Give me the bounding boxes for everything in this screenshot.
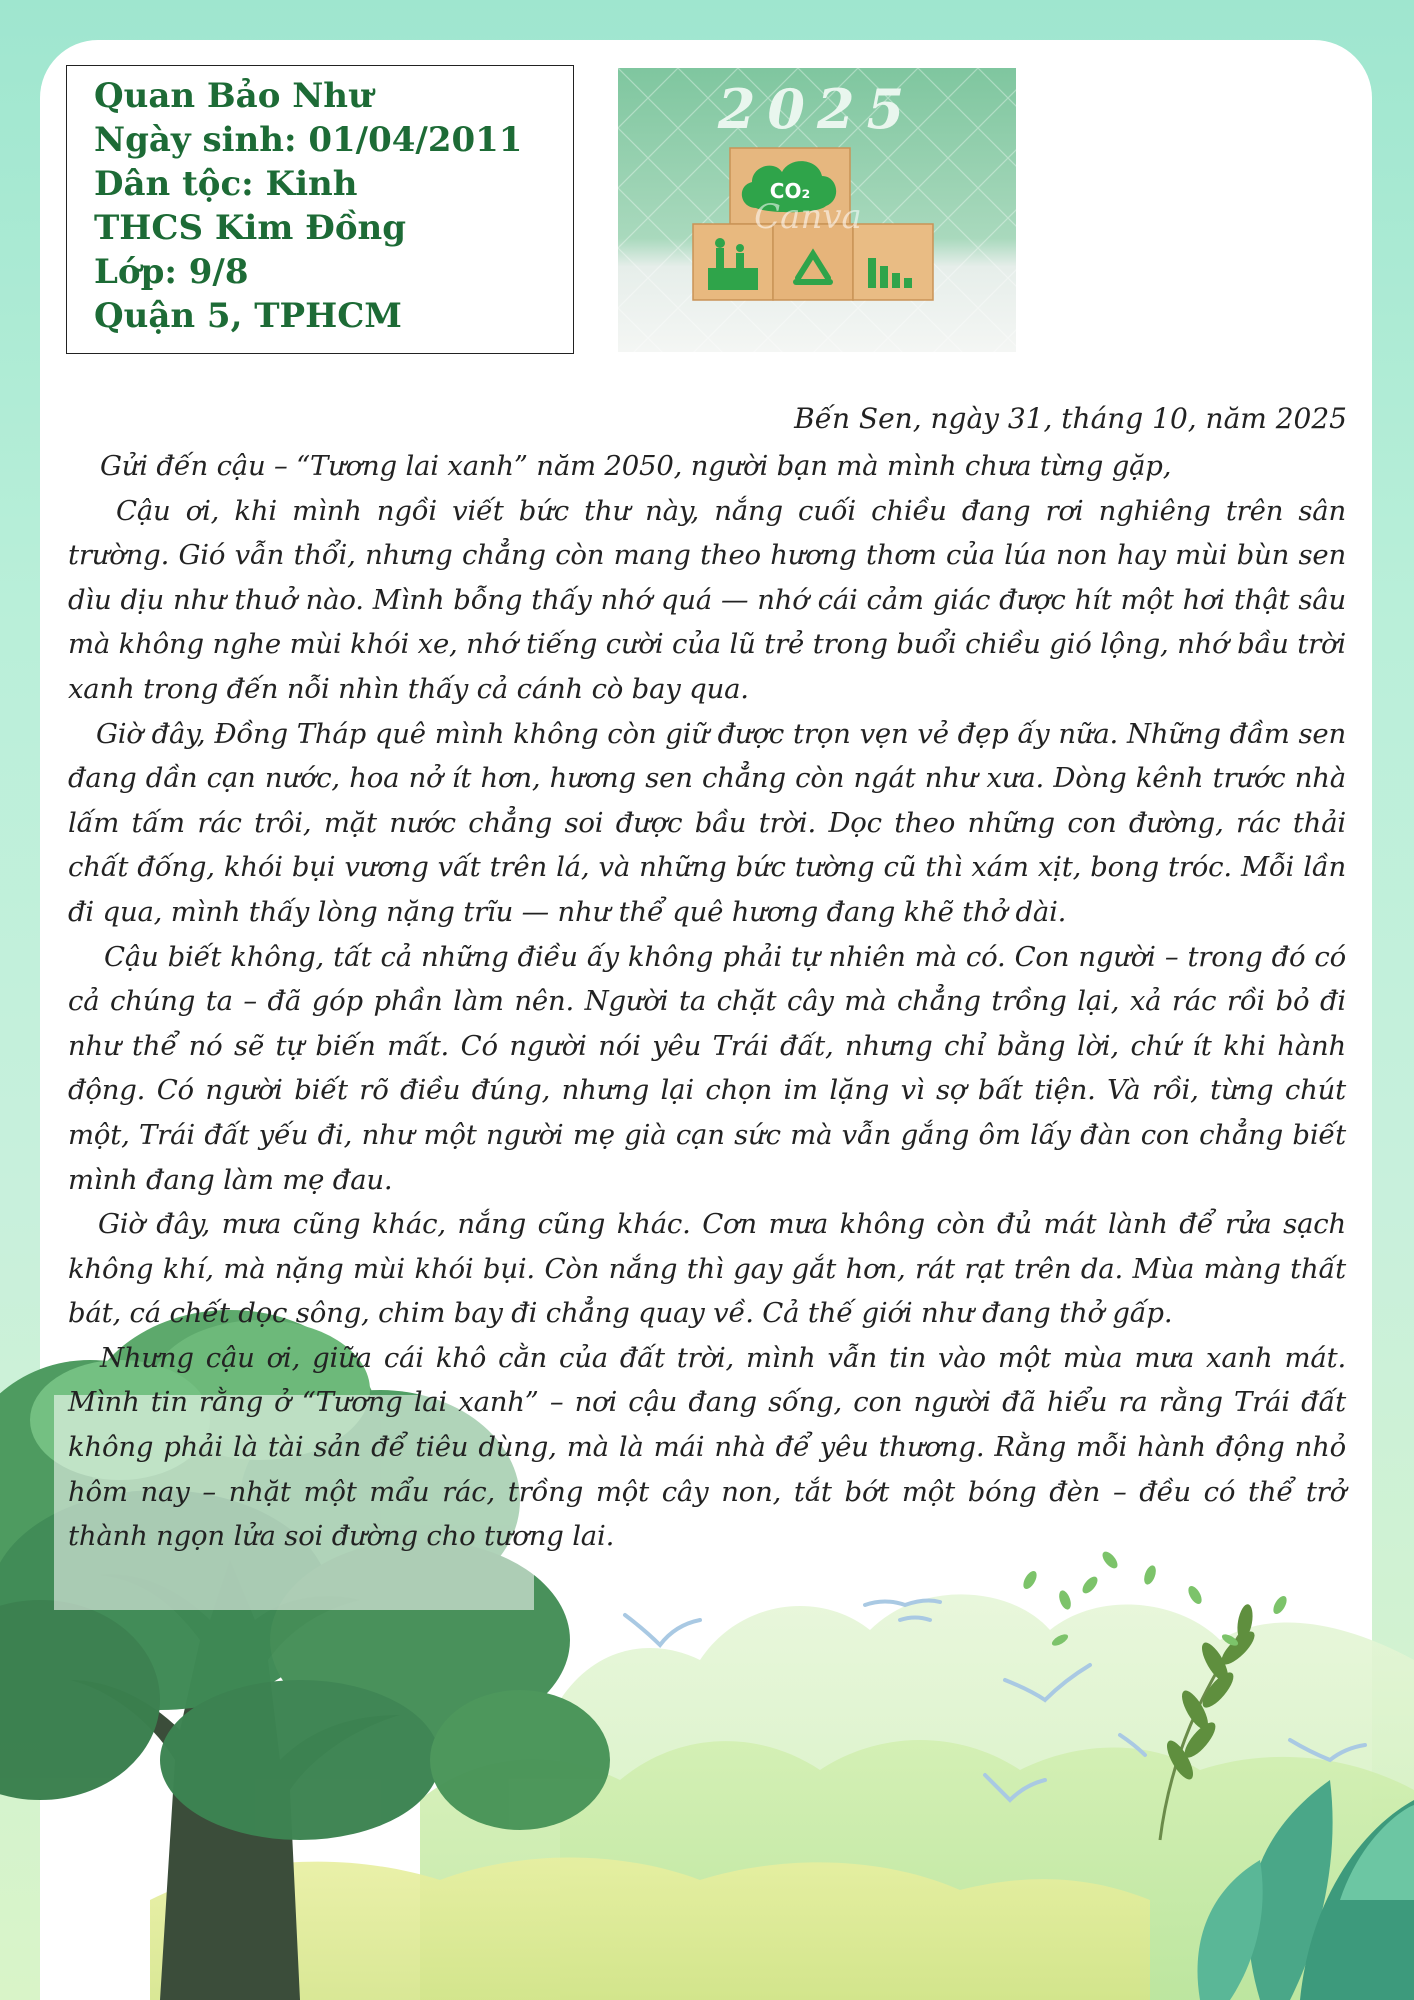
letter-date: Bến Sen, ngày 31, tháng 10, năm 2025 [794,402,1347,435]
student-school: THCS Kim Đồng [94,208,407,248]
hero-year: 2025 [717,77,917,141]
letter-body [68,444,1346,1559]
student-birth: Ngày sinh: 01/04/2011 [94,120,523,160]
canva-watermark: Canva [754,197,862,237]
letter-salutation: Gửi đến cậu – “Tương lai xanh” năm 2050, người bạn mà mình chưa từng gặp, [100,450,1172,482]
letter-paragraph: Cậu biết không, tất cả những điều ấy không phải tự nhiên mà có. Con người – trong đó có cả chúng ta – đã góp phần làm nên. Người ta chặt cây mà chẳng trồng lại, xả rác rồi bỏ đi như thể nó sẽ tự biến mất. Có người nói yêu Trái đất, nhưng chỉ bằng lời, chứ ít khi hành động. Có người biết rõ điều đúng, nhưng lại chọn im lặng vì sợ bất tiện. Và rồi, từng chút một, Trái đất yếu đi, như một người mẹ già cạn sức mà vẫn gắng ôm lấy đàn con chẳng biết mình đang làm mẹ đau. [68,940,1346,1196]
letter-paragraph: Giờ đây, mưa cũng khác, nắng cũng khác. Cơn mưa không còn đủ mát lành để rửa sạch không khí, mà nặng mùi khói bụi. Còn nắng thì gay gắt hơn, rát rạt trên da. Mùa màng thất bát, cá chết dọc sông, chim bay đi chẳng quay về. Cả thế giới như đang thở gấp. [68,1208,1346,1330]
hero-image [618,68,1016,352]
student-info-box [66,65,574,354]
letter-paragraph: Giờ đây, Đồng Tháp quê mình không còn giữ được trọn vẹn vẻ đẹp ấy nữa. Những đầm sen đang dần cạn nước, hoa nở ít hơn, hương sen chẳng còn ngát như xưa. Dòng kênh trước nhà lấm tấm rác trôi, mặt nước chẳng soi được bầu trời. Dọc theo những con đường, rác thải chất đống, khói bụi vương vất trên lá, và những bức tường cũ thì xám xịt, bong tróc. Mỗi lần đi qua, mình thấy lòng nặng trĩu — như thể quê hương đang khẽ thở dài. [68,717,1346,928]
letter-paragraph: Cậu ơi, khi mình ngồi viết bức thư này, nắng cuối chiều đang rơi nghiêng trên sân trường. Gió vẫn thổi, nhưng chẳng còn mang theo hương thơm của lúa non hay mùi bùn sen dìu dịu như thuở nào. Mình bỗng thấy nhớ quá — nhớ cái cảm giác được hít một hơi thật sâu mà không nghe mùi khói xe, nhớ tiếng cười của lũ trẻ trong buổi chiều gió lộng, nhớ bầu trời xanh trong đến nỗi nhìn thấy cả cánh cò bay qua. [68,494,1346,705]
student-name: Quan Bảo Như [94,76,373,116]
student-ethnic: Dân tộc: Kinh [94,164,358,204]
letter-paragraph: Nhưng cậu ơi, giữa cái khô cằn của đất trời, mình vẫn tin vào một mùa mưa xanh mát. Mình tin rằng ở “Tương lai xanh” – nơi cậu đang sống, con người đã hiểu ra rằng Trái đất không phải là tài sản để tiêu dùng, mà là mái nhà để yêu thương. Rằng mỗi hành động nhỏ hôm nay – nhặt một mẩu rác, trồng một cây non, tắt bớt một bóng đèn – đều có thể trở thành ngọn lửa soi đường cho tương lai. [68,1341,1346,1553]
student-district: Quận 5, TPHCM [94,296,402,336]
student-class: Lớp: 9/8 [94,252,249,292]
hero-badge: CO₂ [769,179,811,203]
